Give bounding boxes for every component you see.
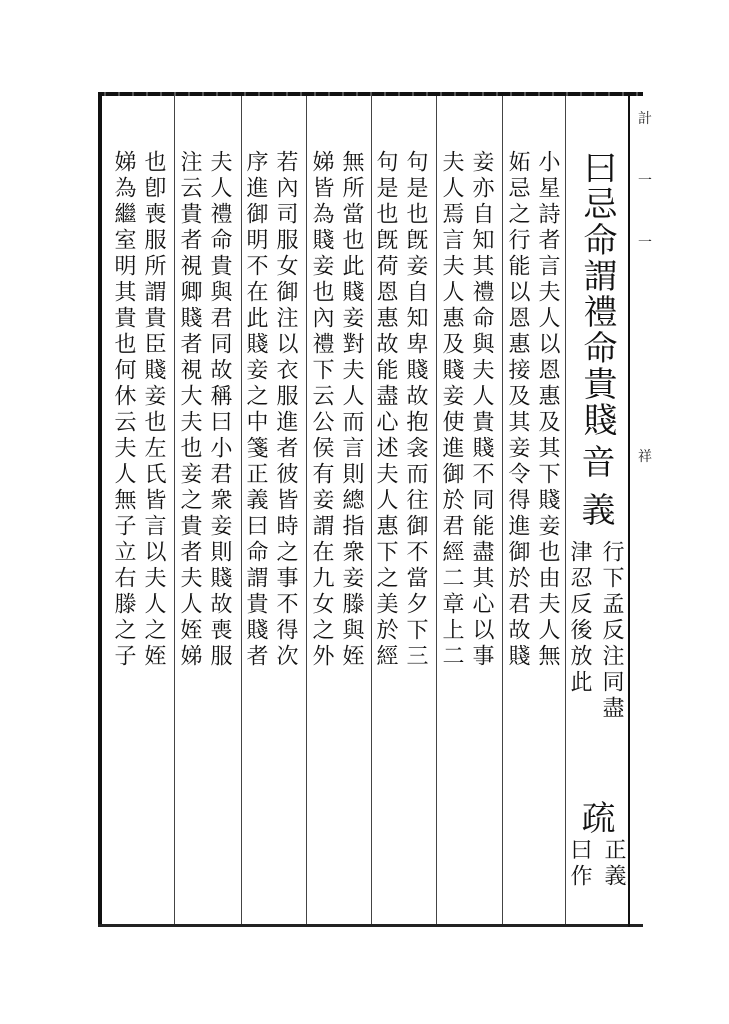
text-column: 也卽喪服所謂貴臣賤妾也左氏皆言以夫人之姪 — [141, 150, 166, 670]
text-column: 無所當也此賤妾對夫人而言則總指衆妾滕與姪 — [339, 150, 364, 670]
text-column: 若內司服女御注以衣服進者彼皆時之事不得次 — [273, 150, 298, 670]
text-column: 注云貴者視卿賤者視大夫也妾之貴者夫人姪娣 — [177, 150, 202, 670]
column-rule — [306, 96, 307, 924]
column-rule — [565, 96, 566, 924]
text-column: 妬忌之行能以恩惠接及其妾令得進御於君故賤 — [505, 150, 530, 670]
text-column: 娣為繼室明其貴也何休云夫人無子立右滕之子 — [111, 150, 136, 670]
edge-mark: 祥 — [638, 449, 652, 465]
annotation-note: 津忍反後放此 — [567, 540, 592, 696]
heading-yin: 音 — [575, 444, 615, 480]
column-rule — [436, 96, 437, 924]
text-column: 句是也旣荷恩惠故能盡心述夫人惠下之美於經 — [373, 150, 398, 670]
edge-mark: 計 — [638, 111, 652, 127]
edge-mark: 一 — [638, 235, 652, 251]
text-column: 娣皆為賤妾也內禮下云公侯有妾謂在九女之外 — [309, 150, 334, 670]
zhengyi-note: 曰作 — [567, 838, 592, 890]
heading-line: 曰忌命謂禮命貴賤 — [577, 150, 617, 438]
frame-left-border — [98, 92, 102, 927]
frame-bottom-border — [98, 924, 643, 927]
text-column: 序進御明不在此賤妾之中箋正義曰命謂貴賤者 — [243, 150, 268, 670]
zhengyi-note: 正義 — [601, 838, 626, 890]
text-column: 小星詩者言夫人以恩惠及其下賤妾也由夫人無 — [535, 150, 560, 670]
annotation-note: 行下孟反注同盡 — [599, 540, 624, 722]
text-column: 夫人禮命貴與君同故稱曰小君衆妾則賤故喪服 — [207, 150, 232, 670]
edge-mark: 一 — [638, 173, 652, 189]
column-rule — [174, 96, 175, 924]
text-column: 夫人焉言夫人惠及賤妾使進御於君經二章上二 — [439, 150, 464, 670]
text-column: 句是也旣妾自知卑賤故抱衾而往御不當夕下三 — [403, 150, 428, 670]
column-rule — [371, 96, 372, 924]
column-rule — [241, 96, 242, 924]
shu-marker: 疏 — [575, 800, 615, 836]
heading-yi: 義 — [575, 492, 615, 528]
page-edge-strip — [628, 92, 642, 927]
column-rule — [502, 96, 503, 924]
text-column: 妾亦自知其禮命與夫人貴賤不同能盡其心以事 — [469, 150, 494, 670]
